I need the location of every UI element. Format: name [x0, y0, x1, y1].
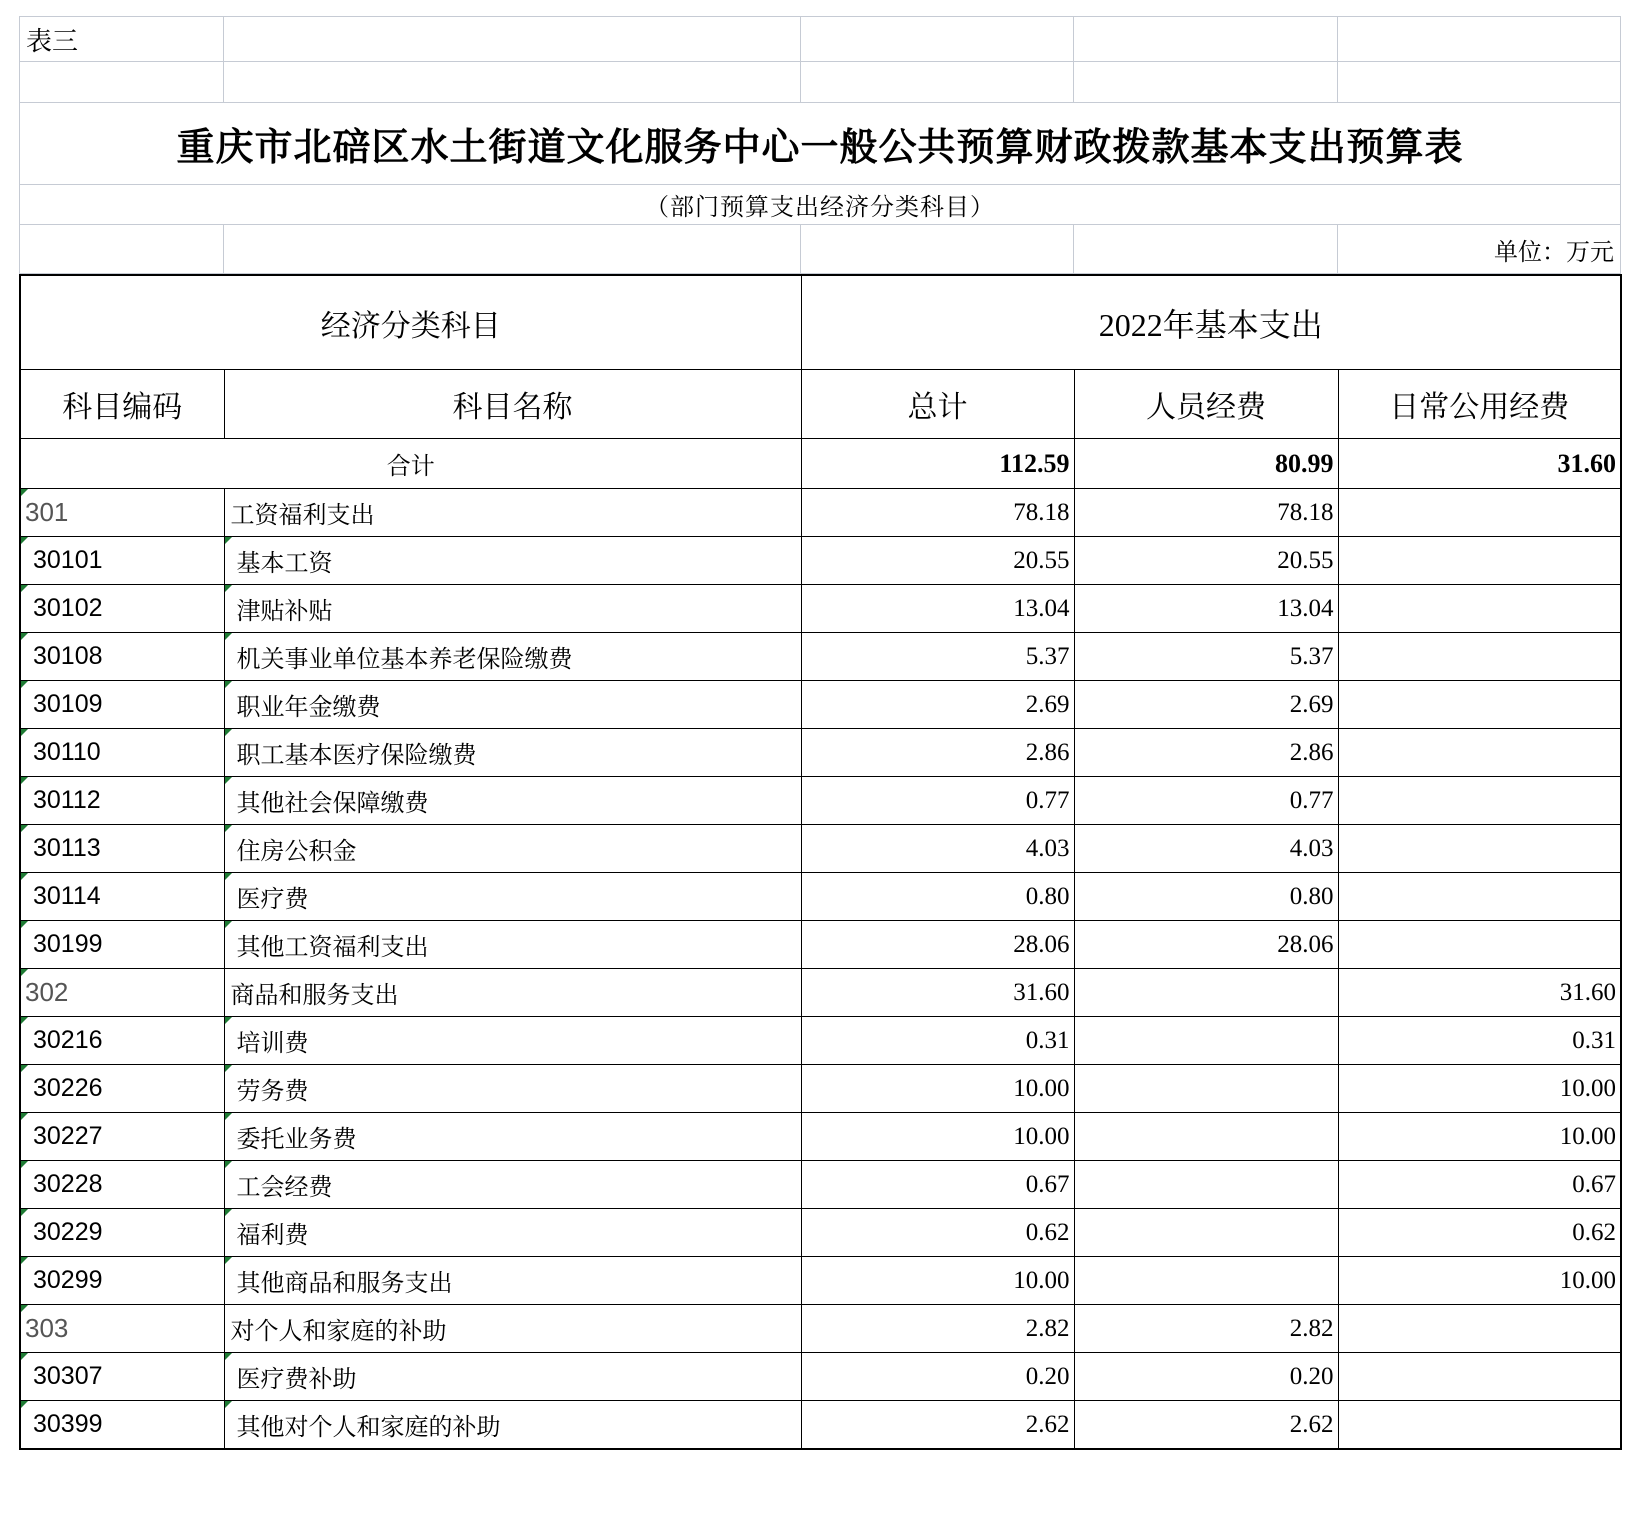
cell-marker-icon	[225, 777, 232, 784]
row-total[interactable]: 0.67	[801, 1161, 1074, 1209]
row-total[interactable]: 10.00	[801, 1257, 1074, 1305]
cell-marker-icon	[21, 1113, 28, 1120]
cell-marker-icon	[225, 825, 232, 832]
row-personnel[interactable]: 20.55	[1074, 537, 1338, 585]
cell-marker-icon	[21, 585, 28, 592]
row-code[interactable]	[20, 777, 224, 825]
cell-marker-icon	[225, 921, 232, 928]
row-name[interactable]	[224, 729, 801, 777]
row-personnel[interactable]: 4.03	[1074, 825, 1338, 873]
table-row	[20, 1401, 1621, 1450]
row-public[interactable]	[1338, 825, 1621, 873]
cell-marker-icon	[225, 1353, 232, 1360]
table-row	[20, 537, 1621, 585]
row-name[interactable]	[224, 633, 801, 681]
empty-cell[interactable]	[801, 62, 1074, 103]
row-public[interactable]: 10.00	[1338, 1065, 1621, 1113]
row-name[interactable]	[224, 585, 801, 633]
row-personnel[interactable]: 78.18	[1074, 489, 1338, 537]
row-total[interactable]: 78.18	[801, 489, 1074, 537]
total-personnel[interactable]: 80.99	[1074, 439, 1338, 489]
cell-marker-icon	[21, 1353, 28, 1360]
row-code[interactable]	[20, 1209, 224, 1257]
row-code[interactable]	[20, 1113, 224, 1161]
table-row	[20, 969, 1621, 1017]
row-code[interactable]	[20, 537, 224, 585]
row-public[interactable]	[1338, 729, 1621, 777]
row-total[interactable]: 0.20	[801, 1353, 1074, 1401]
row-personnel[interactable]	[1074, 1113, 1338, 1161]
table-row	[20, 1257, 1621, 1305]
cell-marker-icon	[225, 729, 232, 736]
sheet-header-grid	[19, 16, 1621, 274]
row-name[interactable]	[224, 1161, 801, 1209]
row-total[interactable]: 2.82	[801, 1305, 1074, 1353]
header-basic-expenditure-2022[interactable]: 2022年基本支出	[801, 275, 1621, 370]
row-name[interactable]	[224, 1305, 801, 1353]
row-code-text: 30216	[33, 1026, 103, 1054]
cell-marker-icon	[225, 633, 232, 640]
row-public[interactable]	[1338, 681, 1621, 729]
table-row	[20, 1065, 1621, 1113]
row-code[interactable]	[20, 681, 224, 729]
report-subtitle[interactable]: （部门预算支出经济分类科目）	[20, 185, 1621, 225]
row-personnel[interactable]: 28.06	[1074, 921, 1338, 969]
cell-marker-icon	[225, 1257, 232, 1264]
header-public[interactable]: 日常公用经费	[1338, 370, 1621, 439]
unit-label[interactable]: 单位：万元	[1338, 225, 1621, 274]
row-public[interactable]	[1338, 777, 1621, 825]
row-public[interactable]	[1338, 1305, 1621, 1353]
row-code-text: 301	[25, 497, 69, 527]
header-personnel[interactable]: 人员经费	[1074, 370, 1338, 439]
header-economic-classification[interactable]: 经济分类科目	[20, 275, 801, 370]
row-code-text: 30399	[33, 1410, 103, 1438]
row-name[interactable]	[224, 777, 801, 825]
row-name-text: 住房公积金	[236, 837, 357, 865]
cell-marker-icon	[225, 873, 232, 880]
row-name[interactable]	[224, 1209, 801, 1257]
total-amount[interactable]: 112.59	[801, 439, 1074, 489]
row-code-text: 30199	[33, 930, 103, 958]
row-name[interactable]	[224, 681, 801, 729]
row-code-text: 30228	[33, 1170, 103, 1198]
row-name-text: 医疗费	[236, 885, 309, 913]
row-name[interactable]	[224, 489, 801, 537]
table-row	[20, 1017, 1621, 1065]
row-name-text: 医疗费补助	[236, 1365, 357, 1393]
empty-cell[interactable]	[1338, 62, 1621, 103]
row-code[interactable]	[20, 1401, 224, 1450]
empty-cell[interactable]	[1074, 17, 1338, 62]
empty-cell[interactable]	[20, 225, 224, 274]
row-public[interactable]	[1338, 489, 1621, 537]
row-total[interactable]: 0.31	[801, 1017, 1074, 1065]
empty-cell[interactable]	[1338, 17, 1621, 62]
table-row	[20, 1161, 1621, 1209]
row-code[interactable]	[20, 489, 224, 537]
row-total[interactable]: 0.77	[801, 777, 1074, 825]
row-total[interactable]: 28.06	[801, 921, 1074, 969]
row-name-text: 其他工资福利支出	[236, 933, 429, 961]
row-code-text: 30109	[33, 690, 103, 718]
cell-marker-icon	[21, 537, 28, 544]
cell-marker-icon	[225, 585, 232, 592]
cell-marker-icon	[225, 1017, 232, 1024]
row-total[interactable]: 2.62	[801, 1401, 1074, 1450]
row-name[interactable]	[224, 1353, 801, 1401]
row-code-text: 30112	[33, 786, 101, 814]
row-code[interactable]	[20, 1017, 224, 1065]
empty-cell[interactable]	[801, 225, 1074, 274]
row-name-text: 委托业务费	[236, 1125, 357, 1153]
row-total[interactable]: 10.00	[801, 1113, 1074, 1161]
cell-marker-icon	[21, 1065, 28, 1072]
row-personnel[interactable]: 2.86	[1074, 729, 1338, 777]
row-code-text: 30227	[33, 1122, 103, 1150]
row-total[interactable]: 5.37	[801, 633, 1074, 681]
row-public[interactable]	[1338, 633, 1621, 681]
row-public[interactable]: 10.00	[1338, 1113, 1621, 1161]
cell-marker-icon	[21, 1401, 28, 1408]
empty-cell[interactable]	[1074, 225, 1338, 274]
header-total[interactable]: 总计	[801, 370, 1074, 439]
report-title[interactable]: 重庆市北碚区水土街道文化服务中心一般公共预算财政拨款基本支出预算表	[20, 103, 1621, 185]
table-row	[20, 1113, 1621, 1161]
table-row	[20, 825, 1621, 873]
table-row	[20, 489, 1621, 537]
table-row	[20, 729, 1621, 777]
table-row	[20, 681, 1621, 729]
row-name-text: 工资福利支出	[230, 501, 375, 529]
cell-marker-icon	[21, 873, 28, 880]
row-public[interactable]	[1338, 873, 1621, 921]
row-public[interactable]: 0.67	[1338, 1161, 1621, 1209]
total-public[interactable]: 31.60	[1338, 439, 1621, 489]
table-row	[20, 1353, 1621, 1401]
row-name-text: 其他社会保障缴费	[236, 789, 429, 817]
row-total[interactable]: 31.60	[801, 969, 1074, 1017]
row-public[interactable]	[1338, 1353, 1621, 1401]
row-total[interactable]: 2.69	[801, 681, 1074, 729]
cell-marker-icon	[21, 1209, 28, 1216]
row-code-text: 30114	[33, 882, 101, 910]
row-code-text: 303	[25, 1313, 69, 1343]
table-row	[20, 777, 1621, 825]
row-code-text: 30226	[33, 1074, 103, 1102]
row-code-text: 30307	[33, 1362, 103, 1390]
row-total[interactable]: 20.55	[801, 537, 1074, 585]
row-code[interactable]	[20, 825, 224, 873]
row-code-text: 30108	[33, 642, 103, 670]
cell-marker-icon	[21, 1017, 28, 1024]
cell-marker-icon	[21, 969, 28, 976]
cell-marker-icon	[21, 1305, 28, 1312]
row-name-text: 劳务费	[236, 1077, 309, 1105]
row-personnel[interactable]: 2.62	[1074, 1401, 1338, 1450]
empty-cell[interactable]	[224, 225, 801, 274]
row-name[interactable]	[224, 1401, 801, 1450]
table-row	[20, 1209, 1621, 1257]
row-public[interactable]	[1338, 921, 1621, 969]
row-personnel[interactable]	[1074, 1017, 1338, 1065]
row-total[interactable]: 13.04	[801, 585, 1074, 633]
row-code-text: 30113	[33, 834, 101, 862]
row-personnel[interactable]	[1074, 1257, 1338, 1305]
row-code[interactable]	[20, 873, 224, 921]
cell-marker-icon	[21, 1161, 28, 1168]
row-total[interactable]: 10.00	[801, 1065, 1074, 1113]
row-name[interactable]	[224, 1113, 801, 1161]
row-name-text: 其他商品和服务支出	[236, 1269, 453, 1297]
row-code[interactable]	[20, 585, 224, 633]
row-code-text: 30299	[33, 1266, 103, 1294]
row-total[interactable]: 2.86	[801, 729, 1074, 777]
cell-marker-icon	[21, 825, 28, 832]
sheet-label[interactable]: 表三	[20, 17, 224, 62]
cell-marker-icon	[225, 1161, 232, 1168]
cell-marker-icon	[225, 1401, 232, 1408]
row-code[interactable]	[20, 1353, 224, 1401]
cell-marker-icon	[21, 777, 28, 784]
row-name[interactable]	[224, 969, 801, 1017]
row-code[interactable]	[20, 633, 224, 681]
cell-marker-icon	[21, 489, 28, 496]
row-name[interactable]	[224, 873, 801, 921]
row-public[interactable]	[1338, 1401, 1621, 1450]
row-name-text: 职工基本医疗保险缴费	[236, 741, 477, 769]
row-code[interactable]	[20, 969, 224, 1017]
row-public[interactable]: 0.62	[1338, 1209, 1621, 1257]
row-personnel[interactable]	[1074, 1209, 1338, 1257]
row-code[interactable]	[20, 1161, 224, 1209]
row-code-text: 30110	[33, 738, 101, 766]
row-personnel[interactable]: 0.77	[1074, 777, 1338, 825]
cell-marker-icon	[225, 1209, 232, 1216]
cell-marker-icon	[21, 1257, 28, 1264]
row-name[interactable]	[224, 825, 801, 873]
cell-marker-icon	[21, 921, 28, 928]
row-public[interactable]	[1338, 537, 1621, 585]
row-name-text: 职业年金缴费	[236, 693, 381, 721]
row-public[interactable]	[1338, 585, 1621, 633]
header-name[interactable]: 科目名称	[224, 370, 801, 439]
total-label[interactable]: 合计	[20, 439, 801, 489]
row-code-text: 30229	[33, 1218, 103, 1246]
row-code[interactable]	[20, 729, 224, 777]
row-public[interactable]: 31.60	[1338, 969, 1621, 1017]
row-code-text: 302	[25, 977, 69, 1007]
row-name[interactable]	[224, 537, 801, 585]
row-code[interactable]	[20, 1065, 224, 1113]
table-row	[20, 585, 1621, 633]
empty-cell[interactable]	[1074, 62, 1338, 103]
table-row	[20, 633, 1621, 681]
row-name-text: 培训费	[236, 1029, 309, 1057]
row-personnel[interactable]: 0.80	[1074, 873, 1338, 921]
cell-marker-icon	[225, 681, 232, 688]
empty-cell[interactable]	[224, 17, 801, 62]
row-total[interactable]: 4.03	[801, 825, 1074, 873]
table-row	[20, 1305, 1621, 1353]
row-name[interactable]	[224, 921, 801, 969]
header-code[interactable]: 科目编码	[20, 370, 224, 439]
row-name-text: 机关事业单位基本养老保险缴费	[236, 645, 573, 673]
row-personnel[interactable]: 5.37	[1074, 633, 1338, 681]
row-name[interactable]	[224, 1017, 801, 1065]
row-name-text: 基本工资	[236, 549, 333, 577]
cell-marker-icon	[21, 729, 28, 736]
total-row	[20, 439, 1621, 489]
row-code[interactable]	[20, 1257, 224, 1305]
table-row	[20, 873, 1621, 921]
row-personnel[interactable]: 13.04	[1074, 585, 1338, 633]
row-name-text: 津贴补贴	[236, 597, 333, 625]
row-personnel[interactable]: 2.82	[1074, 1305, 1338, 1353]
row-name[interactable]	[224, 1065, 801, 1113]
row-personnel[interactable]: 2.69	[1074, 681, 1338, 729]
row-name-text: 福利费	[236, 1221, 309, 1249]
empty-cell[interactable]	[224, 62, 801, 103]
row-name-text: 工会经费	[236, 1173, 333, 1201]
row-total[interactable]: 0.80	[801, 873, 1074, 921]
row-personnel[interactable]	[1074, 969, 1338, 1017]
spreadsheet	[19, 16, 1620, 1450]
row-public[interactable]: 0.31	[1338, 1017, 1621, 1065]
row-personnel[interactable]	[1074, 1065, 1338, 1113]
row-name-text: 商品和服务支出	[230, 981, 399, 1009]
row-code-text: 30101	[33, 546, 103, 574]
row-name[interactable]	[224, 1257, 801, 1305]
budget-table	[19, 274, 1622, 1450]
row-total[interactable]: 0.62	[801, 1209, 1074, 1257]
row-personnel[interactable]: 0.20	[1074, 1353, 1338, 1401]
cell-marker-icon	[225, 537, 232, 544]
row-public[interactable]: 10.00	[1338, 1257, 1621, 1305]
empty-cell[interactable]	[20, 62, 224, 103]
budget-table-body	[20, 275, 1621, 1449]
cell-marker-icon	[225, 1113, 232, 1120]
row-name-text: 其他对个人和家庭的补助	[236, 1413, 501, 1441]
row-code[interactable]	[20, 921, 224, 969]
row-code-text: 30102	[33, 594, 103, 622]
empty-cell[interactable]	[801, 17, 1074, 62]
row-name-text: 对个人和家庭的补助	[230, 1317, 447, 1345]
cell-marker-icon	[225, 1065, 232, 1072]
row-code[interactable]	[20, 1305, 224, 1353]
row-personnel[interactable]	[1074, 1161, 1338, 1209]
cell-marker-icon	[21, 633, 28, 640]
table-row	[20, 921, 1621, 969]
cell-marker-icon	[21, 681, 28, 688]
